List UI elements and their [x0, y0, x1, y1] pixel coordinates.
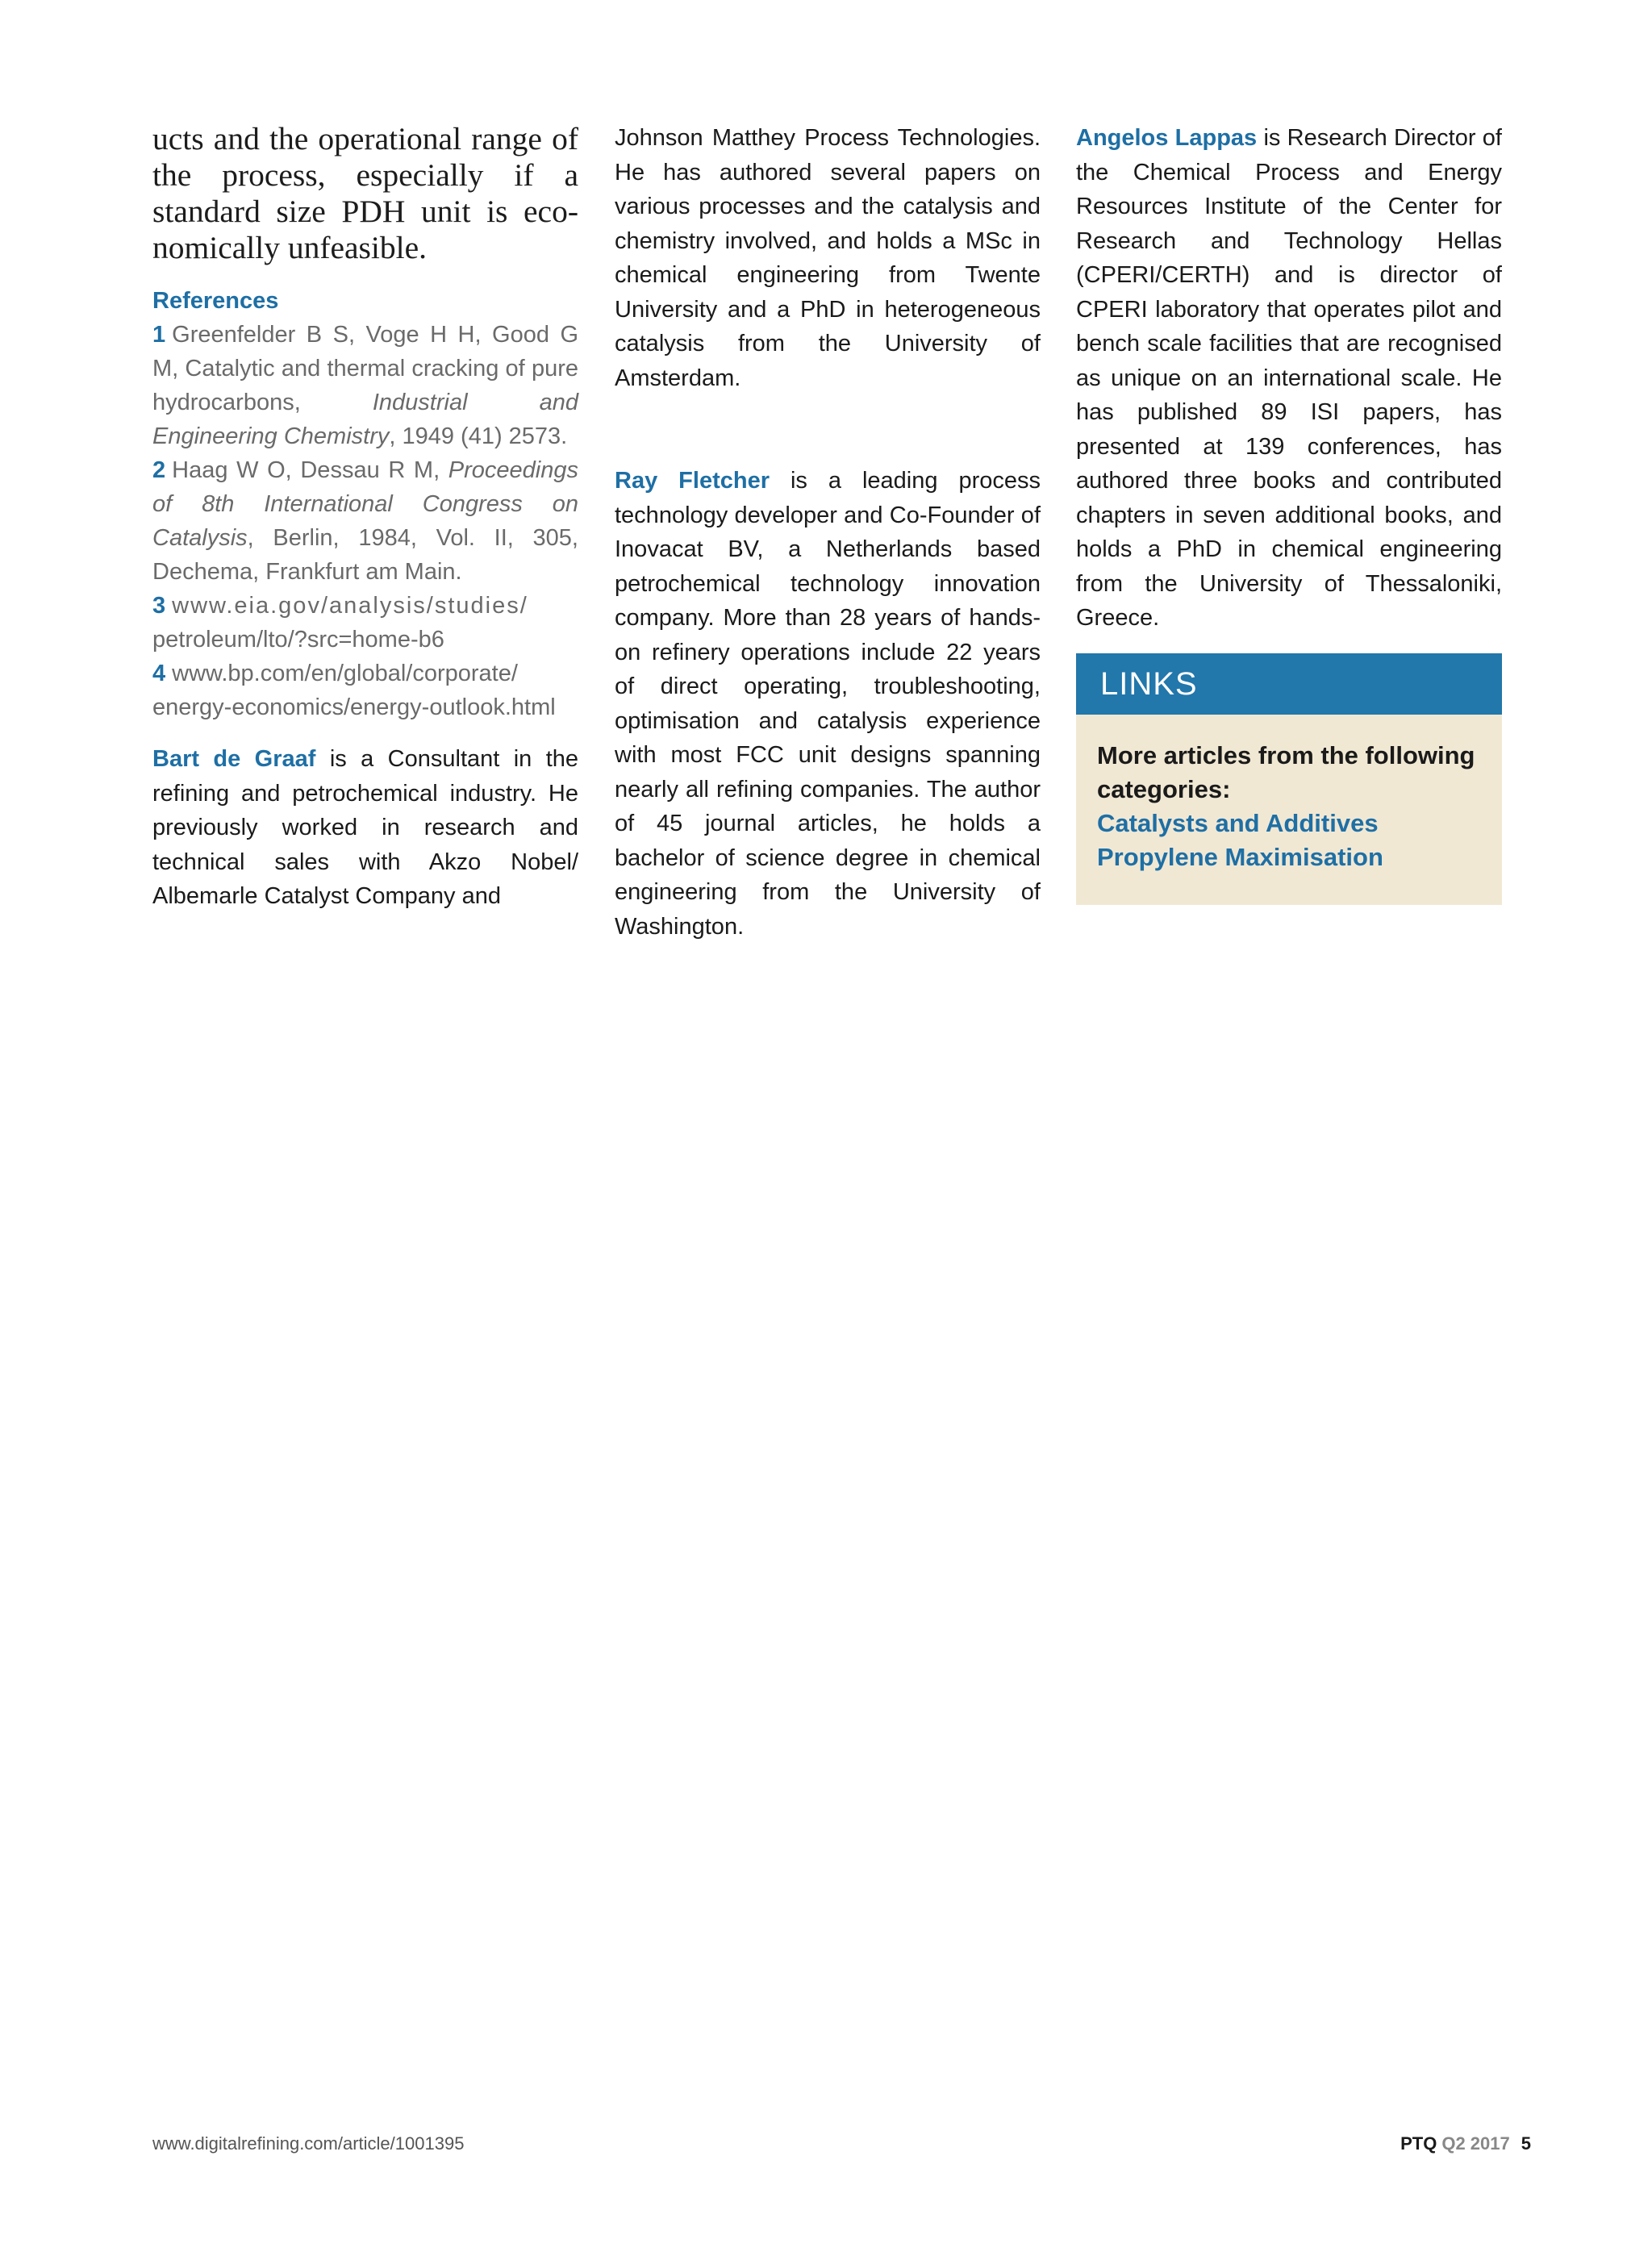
- links-box: [1076, 653, 1502, 905]
- column-3: [1076, 121, 1502, 636]
- column-2: [615, 121, 1041, 944]
- reference-text-end: , Berlin, 1984, Vol. II, 305, Dechema, Frankfurt am Main.: [152, 525, 578, 585]
- reference-text-end: , 1949 (41) 2573.: [389, 423, 568, 449]
- reference-url-line-2[interactable]: petroleum/lto/?src=home-b6: [152, 627, 444, 653]
- author-bio-continued: Johnson Matthey Process Technologies. He has authored several papers on various processes and the catalysis and chemistry involved, and holds a MSc in chemical engineering from Twente University and a PhD in heterogeneous catalysis from the University of Amsterdam.: [615, 125, 1041, 391]
- reference-journal: Proceedings of 8th International Congress on Catalysis: [152, 457, 578, 551]
- author-name: Angelos Lappas: [1076, 125, 1258, 151]
- footer-issue-info: [1400, 2133, 1531, 2154]
- links-intro: More articles from the following categories:: [1097, 741, 1475, 803]
- reference-url-line-1[interactable]: www.eia.gov/analysis/studies/: [172, 593, 528, 619]
- lead-paragraph-continued: ucts and the operational range of the process, especially if a standard size PDH unit is economically unfeasible.: [152, 121, 578, 265]
- reference-number: 4: [152, 661, 166, 686]
- reference-item: [152, 657, 578, 724]
- link-propylene-maximisation[interactable]: Propylene Maximisation: [1097, 843, 1383, 871]
- magazine-name: PTQ: [1400, 2133, 1437, 2154]
- reference-item: [152, 453, 578, 589]
- reference-url-line-2[interactable]: energy-economics/energy-outlook.html: [152, 694, 556, 720]
- reference-url-line-1[interactable]: www.bp.com/en/global/corporate/: [172, 661, 518, 686]
- reference-text: Greenfelder B S, Voge H H, Good G M, Catalytic and thermal cracking of pure hydrocarbons,: [152, 322, 578, 415]
- reference-text: Haag W O, Dessau R M,: [172, 457, 448, 483]
- reference-number: 2: [152, 457, 166, 483]
- issue-label: Q2 2017: [1441, 2133, 1510, 2154]
- author-bio-ray-fletcher: [615, 464, 1041, 944]
- author-bio-angelos-lappas: [1076, 121, 1502, 636]
- column-1: [152, 121, 578, 914]
- footer-url[interactable]: www.digitalrefining.com/article/1001395: [152, 2133, 465, 2154]
- author-name: Bart de Graaf: [152, 746, 316, 772]
- author-bio-text: is a leading process technology developer and Co-Founder of Inovacat BV, a Netherlands based petrochemical technology innovation company. More than 28 years of hands-on refinery operations include 22 years of direct operating, troubleshooting, optimisation and catalysis experience with most FCC unit designs spanning nearly all refining companies. The author of 45 journal articles, he holds a bachelor of science degree in chemical engineering from the University of Washington.: [615, 468, 1041, 940]
- author-bio-bart-de-graaf: [152, 742, 578, 914]
- reference-number: 1: [152, 322, 166, 348]
- author-bio-text: is Research Director of the Chemical Process and Energy Resources Institute of the Center for Research and Technology Hellas (CPERI/CERTH) and is director of CPERI laboratory that operates pilot and bench scale facilities that are recognised as unique on an international scale. He has published 89 ISI papers, has presented at 139 conferences, has authored three books and contributed chapters in seven additional books, and holds a PhD in chemical engineering from the University of Thessaloniki, Greece.: [1076, 125, 1502, 631]
- reference-journal: Industrial and Engineering Chemistry: [152, 390, 578, 449]
- links-header: LINKS: [1076, 653, 1502, 715]
- references-heading: References: [152, 288, 279, 314]
- reference-item: [152, 318, 578, 453]
- page-number: 5: [1521, 2133, 1531, 2154]
- author-name: Ray Fletcher: [615, 468, 770, 494]
- link-catalysts-and-additives[interactable]: Catalysts and Additives: [1097, 809, 1379, 837]
- reference-item: [152, 589, 578, 657]
- author-bio-text: is a Consultant in the refining and petrochemical industry. He previously worked in research and technical sales with Akzo Nobel/ Albemarle Catalyst Company and: [152, 746, 579, 909]
- links-body: [1076, 715, 1502, 905]
- reference-number: 3: [152, 593, 166, 619]
